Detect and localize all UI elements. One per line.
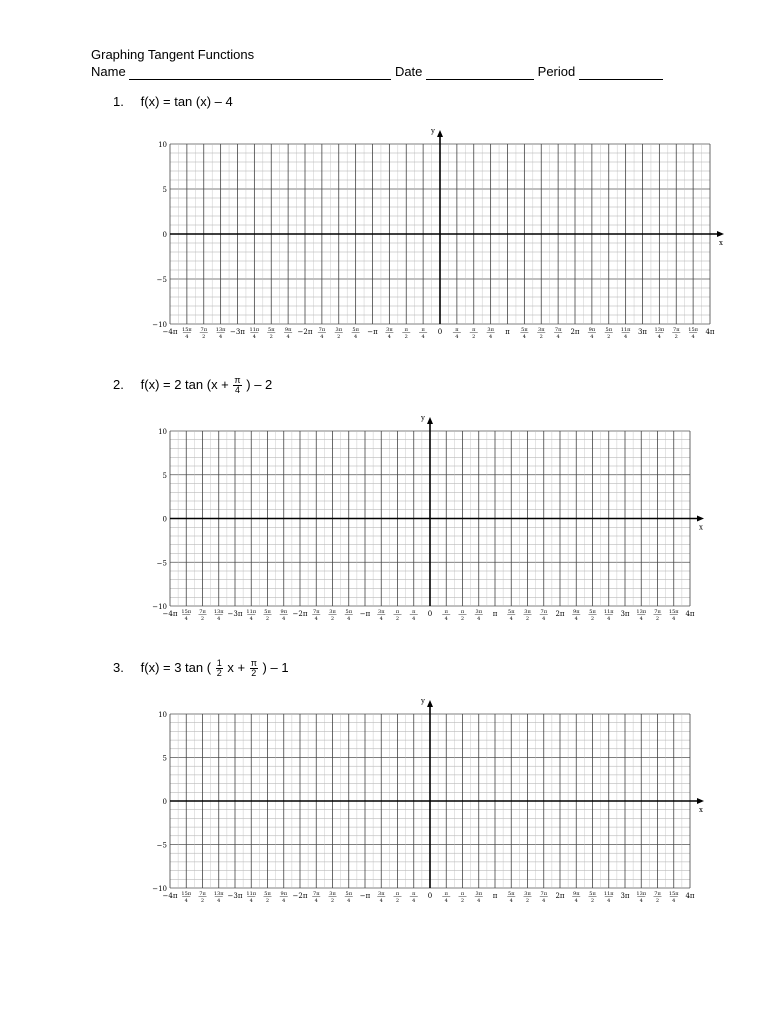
worksheet-header <box>91 46 651 80</box>
x-tick-label: 3π <box>620 610 630 618</box>
x-tick-label: 15π <box>668 891 679 897</box>
x-tick-label: 3π <box>475 609 482 615</box>
x-tick-label: 4 <box>624 334 628 340</box>
x-tick-label: 4 <box>672 616 676 622</box>
x-tick-label: 2 <box>265 616 270 622</box>
x-tick-label: 5π <box>521 327 528 333</box>
y-axis-arrow-icon <box>427 700 433 707</box>
x-tick-label: 7π <box>200 327 207 333</box>
x-tick-label: 5π <box>508 891 515 897</box>
x-tick-label: 2 <box>265 898 270 904</box>
x-tick-label: π <box>412 891 416 897</box>
problem-equation-end: ) – 2 <box>246 376 273 392</box>
x-tick-label: π <box>492 610 498 618</box>
y-tick-label: 5 <box>162 186 167 194</box>
y-axis-label: y <box>431 127 435 135</box>
y-tick-label: −10 <box>152 885 167 893</box>
x-tick-label: 4 <box>455 334 459 340</box>
x-tick-label: 4 <box>347 616 351 622</box>
x-tick-label: 5π <box>264 891 271 897</box>
x-tick-label: 11π <box>246 891 257 897</box>
y-tick-label: 10 <box>158 141 167 149</box>
problem-equation-start: f(x) = 2 tan (x + <box>140 376 229 392</box>
x-tick-label: 7π <box>199 891 206 897</box>
name-field[interactable] <box>129 67 391 80</box>
y-tick-label: 10 <box>158 711 167 719</box>
x-tick-label: 5π <box>605 327 612 333</box>
fraction-numerator: π <box>234 375 241 385</box>
x-tick-label: 4 <box>421 334 425 340</box>
x-tick-label: 2 <box>395 616 400 622</box>
worksheet-title: Graphing Tangent Functions <box>91 47 255 62</box>
x-tick-label: 3π <box>620 892 630 900</box>
x-tick-label: 4 <box>252 334 256 340</box>
problem-number: 2. <box>113 376 124 392</box>
x-tick-label: 4 <box>542 616 546 622</box>
y-tick-label: 10 <box>158 428 167 436</box>
y-tick-label: 0 <box>162 798 167 806</box>
x-tick-label: π <box>412 609 416 615</box>
x-tick-label: 4 <box>314 898 318 904</box>
x-tick-label: 2 <box>404 334 408 340</box>
x-axis-label: x <box>699 523 703 532</box>
x-tick-label: 13π <box>654 327 665 333</box>
x-tick-label: π <box>421 327 425 333</box>
x-tick-label: 2 <box>655 898 660 904</box>
x-tick-label: 2 <box>200 616 205 622</box>
x-tick-label: −2π <box>292 610 308 618</box>
x-tick-label: 4π <box>685 892 695 900</box>
x-tick-label: 3π <box>487 327 494 333</box>
x-tick-label: 4 <box>217 898 221 904</box>
x-tick-label: 11π <box>603 609 614 615</box>
x-tick-label: 4 <box>282 616 286 622</box>
y-tick-label: −5 <box>156 559 167 568</box>
fraction <box>250 659 258 678</box>
x-tick-label: 2 <box>202 334 206 340</box>
x-tick-label: −3π <box>230 328 245 336</box>
y-tick-label: 5 <box>162 754 167 763</box>
x-tick-label: 4 <box>184 616 188 622</box>
x-tick-label: −3π <box>227 610 243 618</box>
x-tick-label: 4 <box>489 334 493 340</box>
x-tick-label: 4 <box>444 898 448 904</box>
x-tick-label: 9π <box>280 891 287 897</box>
x-tick-label: 9π <box>280 609 287 615</box>
y-tick-label: 0 <box>162 231 167 239</box>
x-tick-label: −π <box>359 892 371 900</box>
x-tick-label: 4π <box>685 610 695 618</box>
x-tick-label: 13π <box>213 609 224 615</box>
x-tick-label: 5π <box>264 609 271 615</box>
x-tick-label: 5π <box>345 609 352 615</box>
x-tick-label: 4 <box>314 616 318 622</box>
problem-number: 3. <box>113 659 124 675</box>
x-tick-label: 4 <box>320 334 324 340</box>
x-tick-label: 11π <box>249 327 260 333</box>
x-tick-label: 4 <box>574 898 578 904</box>
y-tick-label: −5 <box>156 841 167 850</box>
x-tick-label: 4 <box>607 616 611 622</box>
x-tick-label: 2π <box>555 610 565 618</box>
problem-1 <box>113 94 233 109</box>
x-tick-label: 2 <box>655 616 660 622</box>
x-tick-label: 5π <box>508 609 515 615</box>
x-tick-label: 3π <box>378 891 385 897</box>
x-tick-label: 2 <box>590 616 595 622</box>
x-tick-label: 4 <box>217 616 221 622</box>
x-tick-label: 4 <box>347 898 351 904</box>
problem-number: 1. <box>113 94 124 109</box>
x-tick-label: 2 <box>525 616 530 622</box>
x-tick-label: 2 <box>337 334 341 340</box>
y-tick-label: 5 <box>162 471 167 480</box>
x-tick-label: 2 <box>674 334 678 340</box>
x-tick-label: 4 <box>509 616 513 622</box>
problem-2 <box>113 376 272 395</box>
y-tick-label: −10 <box>152 603 167 611</box>
x-tick-label: 15π <box>668 609 679 615</box>
x-tick-label: 2 <box>330 616 335 622</box>
x-tick-label: 2 <box>590 898 595 904</box>
x-tick-label: 9π <box>573 609 580 615</box>
x-tick-label: 11π <box>620 327 631 333</box>
x-tick-label: 13π <box>213 891 224 897</box>
x-tick-label: 15π <box>181 891 192 897</box>
x-tick-label: 7π <box>540 609 547 615</box>
x-tick-label: 13π <box>636 609 647 615</box>
x-tick-label: 4 <box>185 334 189 340</box>
x-tick-label: 4 <box>509 898 513 904</box>
x-tick-label: 3π <box>386 327 393 333</box>
x-tick-label: 4 <box>477 898 481 904</box>
x-tick-label: 0 <box>427 892 433 900</box>
x-tick-label: 3π <box>329 609 336 615</box>
x-tick-label: 4 <box>590 334 594 340</box>
x-tick-label: 15π <box>181 609 192 615</box>
x-tick-label: 2 <box>539 334 543 340</box>
x-tick-label: −4π <box>162 892 178 900</box>
x-tick-label: 4π <box>705 328 715 336</box>
x-tick-label: 0 <box>427 610 433 618</box>
x-tick-label: 4 <box>387 334 391 340</box>
x-tick-label: 3π <box>378 609 385 615</box>
x-tick-label: 7π <box>654 609 661 615</box>
x-tick-label: 2 <box>269 334 273 340</box>
x-tick-label: 7π <box>313 891 320 897</box>
x-tick-label: π <box>455 327 459 333</box>
x-tick-label: 3π <box>524 891 531 897</box>
fraction <box>233 376 241 395</box>
fraction-denominator: 2 <box>216 668 222 678</box>
x-tick-label: 3π <box>329 891 336 897</box>
x-tick-label: 4 <box>657 334 661 340</box>
x-tick-label: 4 <box>672 898 676 904</box>
x-tick-label: 4 <box>184 898 188 904</box>
x-tick-label: 2 <box>200 898 205 904</box>
fraction-numerator: 1 <box>216 658 222 668</box>
x-tick-label: 4 <box>639 898 643 904</box>
x-tick-label: 3π <box>637 328 648 336</box>
x-tick-label: 5π <box>345 891 352 897</box>
x-tick-label: 5π <box>589 609 596 615</box>
x-tick-label: 4 <box>542 898 546 904</box>
x-tick-label: 9π <box>284 327 292 333</box>
x-tick-label: 2 <box>472 334 476 340</box>
problem-equation: f(x) = tan (x) – 4 <box>140 94 233 109</box>
x-tick-label: 4 <box>249 616 253 622</box>
x-tick-label: 15π <box>182 327 192 333</box>
x-tick-label: 3π <box>538 327 545 333</box>
x-tick-label: 13π <box>636 891 647 897</box>
x-tick-label: 4 <box>691 334 695 340</box>
problem-3 <box>113 659 289 678</box>
date-label: Date <box>394 64 423 79</box>
x-tick-label: 9π <box>573 891 580 897</box>
x-tick-label: 11π <box>246 609 257 615</box>
x-tick-label: π <box>472 327 476 333</box>
x-tick-label: 3π <box>335 327 342 333</box>
x-tick-label: 13π <box>215 327 226 333</box>
x-tick-label: 4 <box>412 616 416 622</box>
x-tick-label: 4 <box>286 334 290 340</box>
fraction-denominator: 4 <box>235 385 241 395</box>
x-tick-label: 4 <box>639 616 643 622</box>
x-tick-label: 4 <box>607 898 611 904</box>
x-tick-label: 15π <box>688 327 698 333</box>
x-tick-label: 2 <box>607 334 611 340</box>
problem-equation-end: ) – 1 <box>262 659 289 675</box>
y-axis-label: y <box>421 697 425 705</box>
x-tick-label: π <box>444 891 448 897</box>
x-tick-label: −π <box>367 328 378 336</box>
x-tick-label: 7π <box>318 327 326 333</box>
x-tick-label: 9π <box>588 327 596 333</box>
problem-equation-start: f(x) = 3 tan ( <box>140 659 212 675</box>
x-tick-label: π <box>505 328 510 336</box>
x-tick-label: π <box>395 891 400 897</box>
x-tick-label: 4 <box>444 616 448 622</box>
x-tick-label: 4 <box>574 616 578 622</box>
x-tick-label: 3π <box>475 891 482 897</box>
x-tick-label: 3π <box>524 609 531 615</box>
y-tick-label: −5 <box>156 276 167 284</box>
y-tick-label: 0 <box>162 515 167 524</box>
x-axis-arrow-icon <box>697 798 704 804</box>
x-tick-label: 7π <box>313 609 320 615</box>
y-axis-label: y <box>421 414 425 422</box>
x-tick-label: 2 <box>525 898 530 904</box>
x-tick-label: 5π <box>352 327 359 333</box>
x-tick-label: 2π <box>570 328 580 336</box>
x-tick-label: 7π <box>654 891 661 897</box>
x-tick-label: 4 <box>379 616 383 622</box>
x-tick-label: 4 <box>249 898 253 904</box>
x-tick-label: 4 <box>354 334 358 340</box>
x-tick-label: 4 <box>219 334 223 340</box>
x-axis-arrow-icon <box>717 231 724 237</box>
x-tick-label: π <box>444 609 448 615</box>
x-tick-label: π <box>460 891 465 897</box>
x-axis-label: x <box>699 806 703 814</box>
x-tick-label: 4 <box>412 898 416 904</box>
x-tick-label: −4π <box>162 610 178 618</box>
x-tick-label: π <box>395 609 400 615</box>
x-tick-label: 7π <box>673 327 680 333</box>
x-tick-label: −π <box>359 610 371 618</box>
y-tick-label: −10 <box>152 321 167 329</box>
x-axis-arrow-icon <box>697 516 704 522</box>
x-tick-label: 2π <box>555 892 565 900</box>
y-axis-arrow-icon <box>437 130 443 137</box>
x-tick-label: −3π <box>227 892 243 900</box>
x-tick-label: 11π <box>603 891 614 897</box>
x-tick-label: 4 <box>556 334 560 340</box>
name-label: Name <box>91 64 126 79</box>
date-field[interactable] <box>426 67 534 80</box>
student-info-row <box>91 63 651 80</box>
x-tick-label: 5π <box>268 327 275 333</box>
x-tick-label: −2π <box>292 892 308 900</box>
period-label: Period <box>537 64 576 79</box>
period-field[interactable] <box>579 67 663 80</box>
x-tick-label: 0 <box>437 328 443 336</box>
fraction-denominator: 2 <box>251 668 257 678</box>
x-tick-label: 5π <box>589 891 596 897</box>
x-tick-label: −4π <box>162 328 178 336</box>
x-axis-label: x <box>719 239 723 247</box>
x-tick-label: 7π <box>199 609 206 615</box>
fraction <box>216 659 223 678</box>
x-tick-label: 7π <box>540 891 547 897</box>
x-tick-label: −2π <box>297 328 313 336</box>
x-tick-label: 4 <box>282 898 286 904</box>
y-axis-arrow-icon <box>427 417 433 424</box>
x-tick-label: 4 <box>477 616 481 622</box>
problem-equation-mid: x + <box>227 659 246 675</box>
x-tick-label: 2 <box>460 898 465 904</box>
x-tick-label: π <box>492 892 498 900</box>
x-tick-label: 2 <box>460 616 465 622</box>
x-tick-label: π <box>404 327 408 333</box>
x-tick-label: 2 <box>395 898 400 904</box>
x-tick-label: 4 <box>379 898 383 904</box>
x-tick-label: 7π <box>554 327 562 333</box>
x-tick-label: 4 <box>522 334 526 340</box>
fraction-numerator: π <box>250 658 257 668</box>
x-tick-label: π <box>460 609 465 615</box>
x-tick-label: 2 <box>330 898 335 904</box>
